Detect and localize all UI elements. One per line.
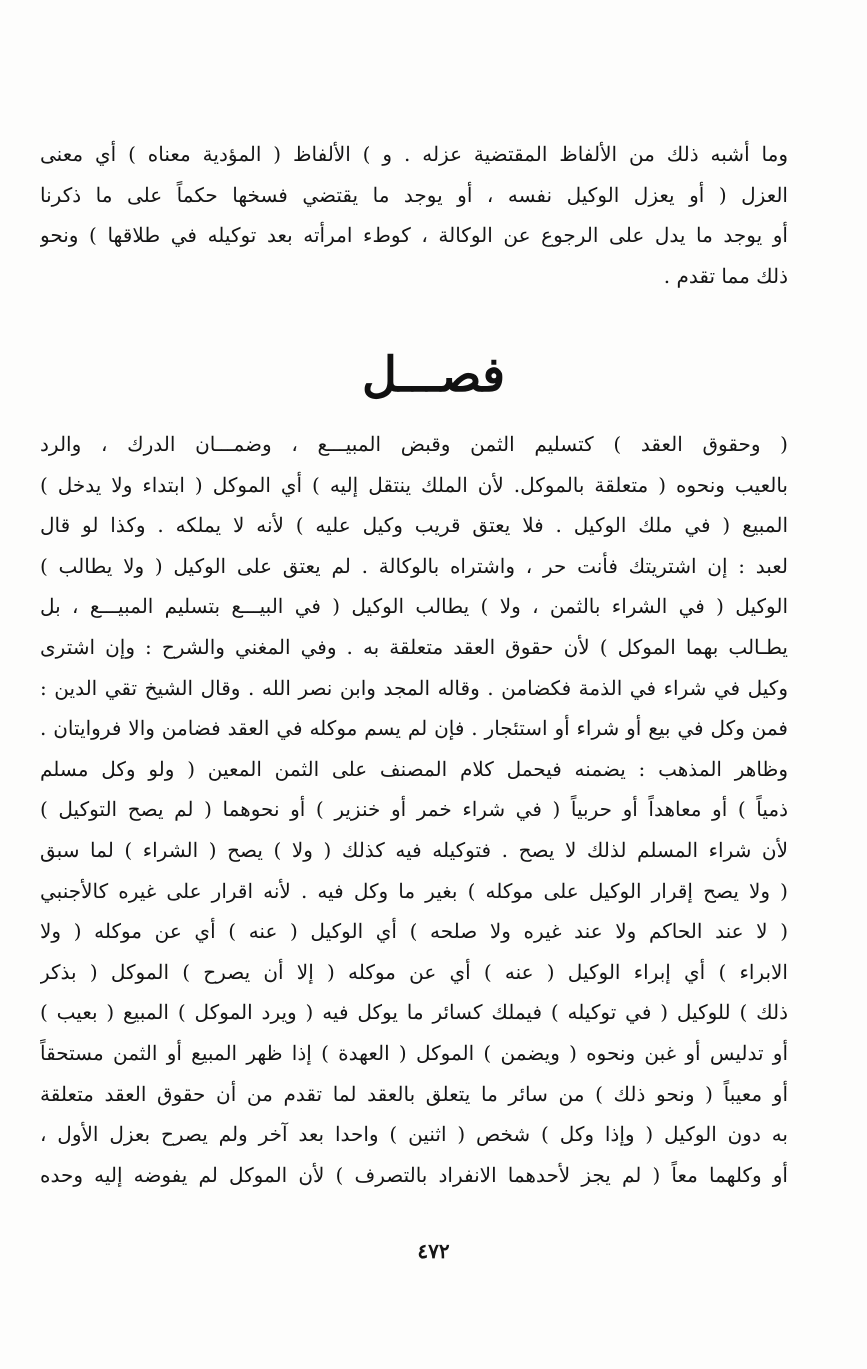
text-line: وظاهر المذهب : يضمنه فيحمل كلام المصنف على الثمن المعين ( ولو وكل مسلم xyxy=(40,756,788,781)
text-line: وكيل في شراء في الذمة فكضامن . وقاله المجد وابن نصر الله . وقال الشيخ تقي الدين : xyxy=(40,675,788,700)
text-line: المبيع ( في ملك الوكيل . فلا يعتق قريب وكيل عليه ) لأنه لا يملكه . وكذا لو قال xyxy=(40,513,788,538)
text-line: ذلك مما تقدم . xyxy=(663,263,788,288)
text-line: ( لا عند الحاكم ولا عند غيره ولا صلحه ) أي الوكيل ( عنه ) أي عن موكله ( ولا xyxy=(40,919,788,944)
text-line: ( وحقوق العقد ) كتسليم الثمن وقبض المبيـــع ، وضمـــان الدرك ، والرد xyxy=(40,432,788,456)
text-line: يطـالب بهما الموكل ) لأن حقوق العقد متعلقة به . وفي المغني والشرح : وإن اشترى xyxy=(40,634,788,659)
section-heading: فصـــل xyxy=(361,347,506,403)
text-line: أو يوجد ما يدل على الرجوع عن الوكالة ، كوطء امرأته بعد توكيله في طلاقها ) ونحو xyxy=(40,223,788,248)
text-line: أو معيباً ( ونحو ذلك ) من سائر ما يتعلق بالعقد لما تقدم من أن حقوق العقد متعلقة xyxy=(40,1081,788,1106)
page-number: ٤٧٢ xyxy=(417,1239,450,1263)
text-line: لأن شراء المسلم لذلك لا يصح . فتوكيله فيه كذلك ( ولا ) يصح ( الشراء ) لما سبق xyxy=(40,837,788,862)
text-line: أو وكلهما معاً ( لم يجز لأحدهما الانفراد بالتصرف ) لأن الموكل لم يفوضه إليه وحده xyxy=(40,1162,788,1187)
text-line: فمن وكل في بيع أو شراء أو استئجار . فإن لم يسم موكله في العقد فضامن والا فروايتان . xyxy=(40,716,788,741)
text-line: بالعيب ونحوه ( متعلقة بالموكل. لأن الملك ينتقل إليه ) أي الموكل ( ابتداء ولا يدخل ) xyxy=(40,472,788,497)
text-line: ذمياً ) أو معاهداً أو حربياً ( في شراء خمر أو خنزير ) أو نحوهما ( لم يصح التوكيل ) xyxy=(40,797,788,822)
text-line: لعبد : إن اشتريتك فأنت حر ، واشتراه بالوكالة . لم يعتق على الوكيل ( ولا يطالب ) xyxy=(40,553,788,578)
text-line: الوكيل ( في الشراء بالثمن ، ولا ) يطالب الوكيل ( في البيـــع بتسليم المبيـــع ، بل xyxy=(40,594,788,619)
text-line: ( ولا يصح إقرار الوكيل على موكله ) بغير ما وكل فيه . لأنه اقرار على غيره كالأجنبي xyxy=(40,878,788,903)
text-line: به دون الوكيل ( وإذا وكل ) شخص ( اثنين ) واحدا بعد آخر ولم يصرح بعزل الأول ، xyxy=(40,1122,788,1147)
body-paragraph xyxy=(40,424,788,1195)
text-line: ذلك ) للوكيل ( في توكيله ) فيملك كسائر ما يوكل فيه ( ويرد الموكل ) المبيع ( بعيب ) xyxy=(40,1000,788,1025)
intro-paragraph xyxy=(40,134,788,296)
text-line: وما أشبه ذلك من الألفاظ المقتضية عزله . و ) الألفاظ ( المؤدية معناه ) أي معنى xyxy=(40,142,788,166)
text-line: أو تدليس أو غبن ونحوه ( ويضمن ) الموكل ( العهدة ) إذا ظهر المبيع أو الثمن مستحقاً xyxy=(40,1040,788,1065)
text-line: العزل ( أو يعزل الوكيل نفسه ، أو يوجد ما يقتضي فسخها حكماً على ما ذكرنا xyxy=(40,182,788,207)
text-line: الابراء ) أي إبراء الوكيل ( عنه ) أي عن موكله ( إلا أن يصرح ) الموكل ( بذكر xyxy=(40,959,788,984)
